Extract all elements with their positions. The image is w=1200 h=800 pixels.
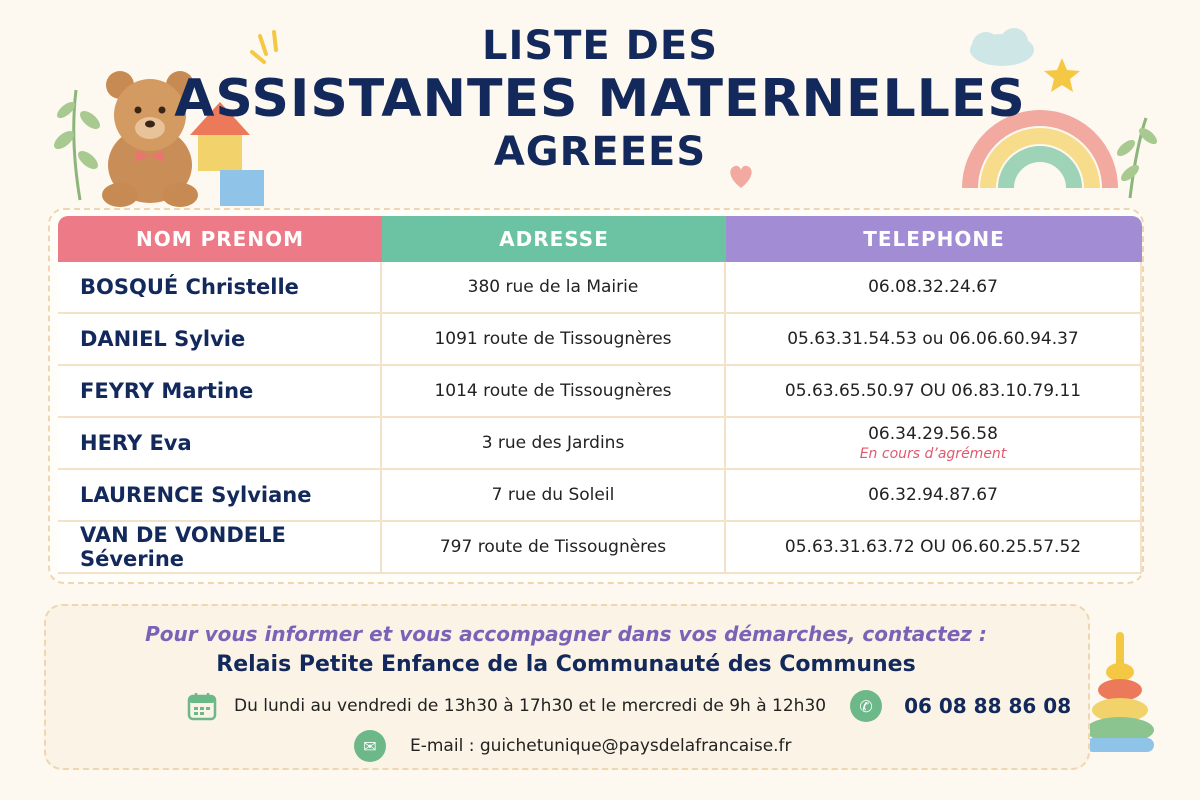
stacking-rings-toy-illustration bbox=[1078, 628, 1162, 758]
table-row-address: 7 rue du Soleil bbox=[382, 470, 726, 522]
approval-pending-note: En cours d’agrément bbox=[859, 446, 1007, 462]
phone-icon: ✆ bbox=[850, 690, 882, 722]
table-row-address: 380 rue de la Mairie bbox=[382, 262, 726, 314]
table-row-address: 1014 route de Tissougnères bbox=[382, 366, 726, 418]
table-row-name: HERY Eva bbox=[58, 418, 382, 470]
calendar-icon bbox=[186, 690, 218, 722]
table-row-name: LAURENCE Sylviane bbox=[58, 470, 382, 522]
table-row-phone: 06.34.29.56.58 En cours d’agrément bbox=[726, 418, 1142, 470]
opening-hours-line bbox=[186, 688, 1071, 724]
contact-intro: Pour vous informer et vous accompagner dans vos démarches, contactez : bbox=[145, 622, 987, 646]
title-line-1: LISTE DES bbox=[481, 23, 719, 69]
table-row-phone: 05.63.31.54.53 ou 06.06.60.94.37 bbox=[726, 314, 1142, 366]
table-row-address: 797 route de Tissougnères bbox=[382, 522, 726, 574]
email-line bbox=[354, 728, 792, 764]
table-row-phone: 06.08.32.24.67 bbox=[726, 262, 1142, 314]
column-header-address: ADRESSE bbox=[382, 216, 726, 262]
contact-email-link[interactable]: E-mail : guichetunique@paysdelafrancaise.fr bbox=[410, 736, 792, 756]
table-row-phone: 05.63.31.63.72 OU 06.60.25.57.52 bbox=[726, 522, 1142, 574]
table-row-name: FEYRY Martine bbox=[58, 366, 382, 418]
title-line-2: ASSISTANTES MATERNELLES bbox=[174, 69, 1026, 129]
opening-hours-text: Du lundi au vendredi de 13h30 à 17h30 et le mercredi de 9h à 12h30 bbox=[234, 696, 827, 716]
table-row-phone: 05.63.65.50.97 OU 06.83.10.79.11 bbox=[726, 366, 1142, 418]
column-header-phone: TELEPHONE bbox=[726, 216, 1142, 262]
page-title bbox=[0, 22, 1200, 176]
title-line-3: AGREEES bbox=[493, 129, 707, 175]
envelope-icon: ✉ bbox=[354, 730, 386, 762]
table-row-name: VAN DE VONDELE Séverine bbox=[58, 522, 382, 574]
table-row-name: BOSQUÉ Christelle bbox=[58, 262, 382, 314]
column-header-name: NOM PRENOM bbox=[58, 216, 382, 262]
table-row-address: 3 rue des Jardins bbox=[382, 418, 726, 470]
table-row-address: 1091 route de Tissougnères bbox=[382, 314, 726, 366]
assistants-table bbox=[58, 216, 1142, 574]
table-row-phone: 06.32.94.87.67 bbox=[726, 470, 1142, 522]
table-row-name: DANIEL Sylvie bbox=[58, 314, 382, 366]
contact-phone-link[interactable]: 06 08 88 86 08 bbox=[904, 694, 1072, 718]
organization-name: Relais Petite Enfance de la Communauté des Communes bbox=[216, 652, 916, 677]
